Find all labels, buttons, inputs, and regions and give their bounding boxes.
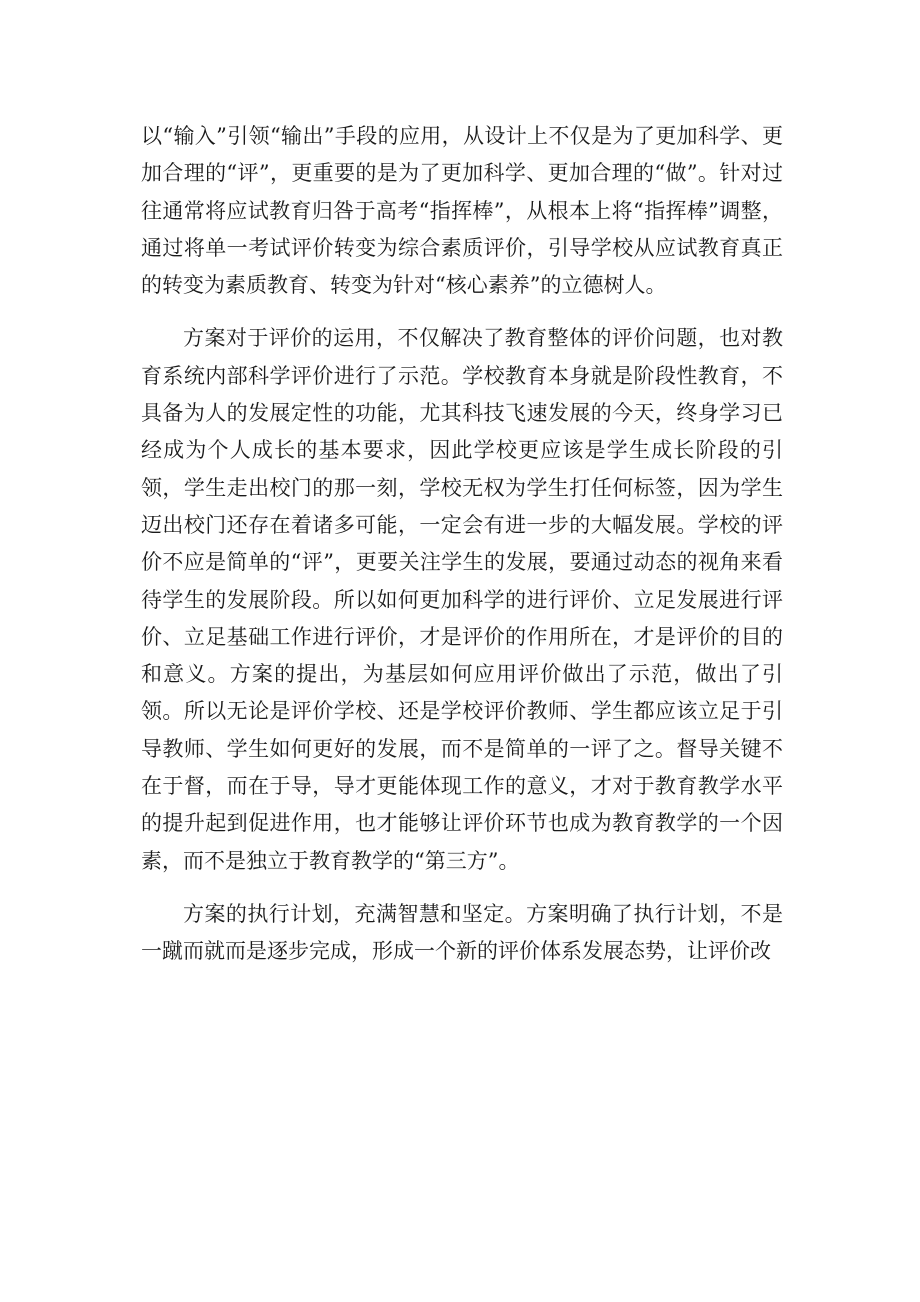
document-page [141, 118, 783, 971]
paragraph-3: 方案的执行计划，充满智慧和坚定。方案明确了执行计划，不是一蹴而就而是逐步完成，形成一个新的评价体系发展态势，让评价改 [141, 901, 783, 964]
paragraph-2: 方案对于评价的运用，不仅解决了教育整体的评价问题，也对教育系统内部科学评价进行了示范。学校教育本身就是阶段性教育，不具备为人的发展定性的功能，尤其科技飞速发展的今天，终身学习已经成为个人成长的基本要求，因此学校更应该是学生成长阶段的引领，学生走出校门的那一刻，学校无权为学生打任何标签，因为学生迈出校门还存在着诸多可能，一定会有进一步的大幅发展。学校的评价不应是简单的“评”，更要关注学生的发展，要通过动态的视角来看待学生的发展阶段。所以如何更加科学的进行评价、立足发展进行评价、立足基础工作进行评价，才是评价的作用所在，才是评价的目的和意义。方案的提出，为基层如何应用评价做出了示范，做出了引领。所以无论是评价学校、还是学校评价教师、学生都应该立足于引导教师、学生如何更好的发展，而不是简单的一评了之。督导关键不在于督，而在于导，导才更能体现工作的意义，才对于教育教学水平的提升起到促进作用，也才能够让评价环节也成为教育教学的一个因素，而不是独立于教育教学的“第三方”。 [141, 326, 783, 873]
paragraph-1: 以“输入”引领“输出”手段的应用，从设计上不仅是为了更加科学、更加合理的“评”，更重要的是为了更加科学、更加合理的“做”。针对过往通常将应试教育归咎于高考“指挥棒”，从根本上将“指挥棒”调整，通过将单一考试评价转变为综合素质评价，引导学校从应试教育真正的转变为素质教育、转变为针对“核心素养”的立德树人。 [141, 124, 783, 298]
